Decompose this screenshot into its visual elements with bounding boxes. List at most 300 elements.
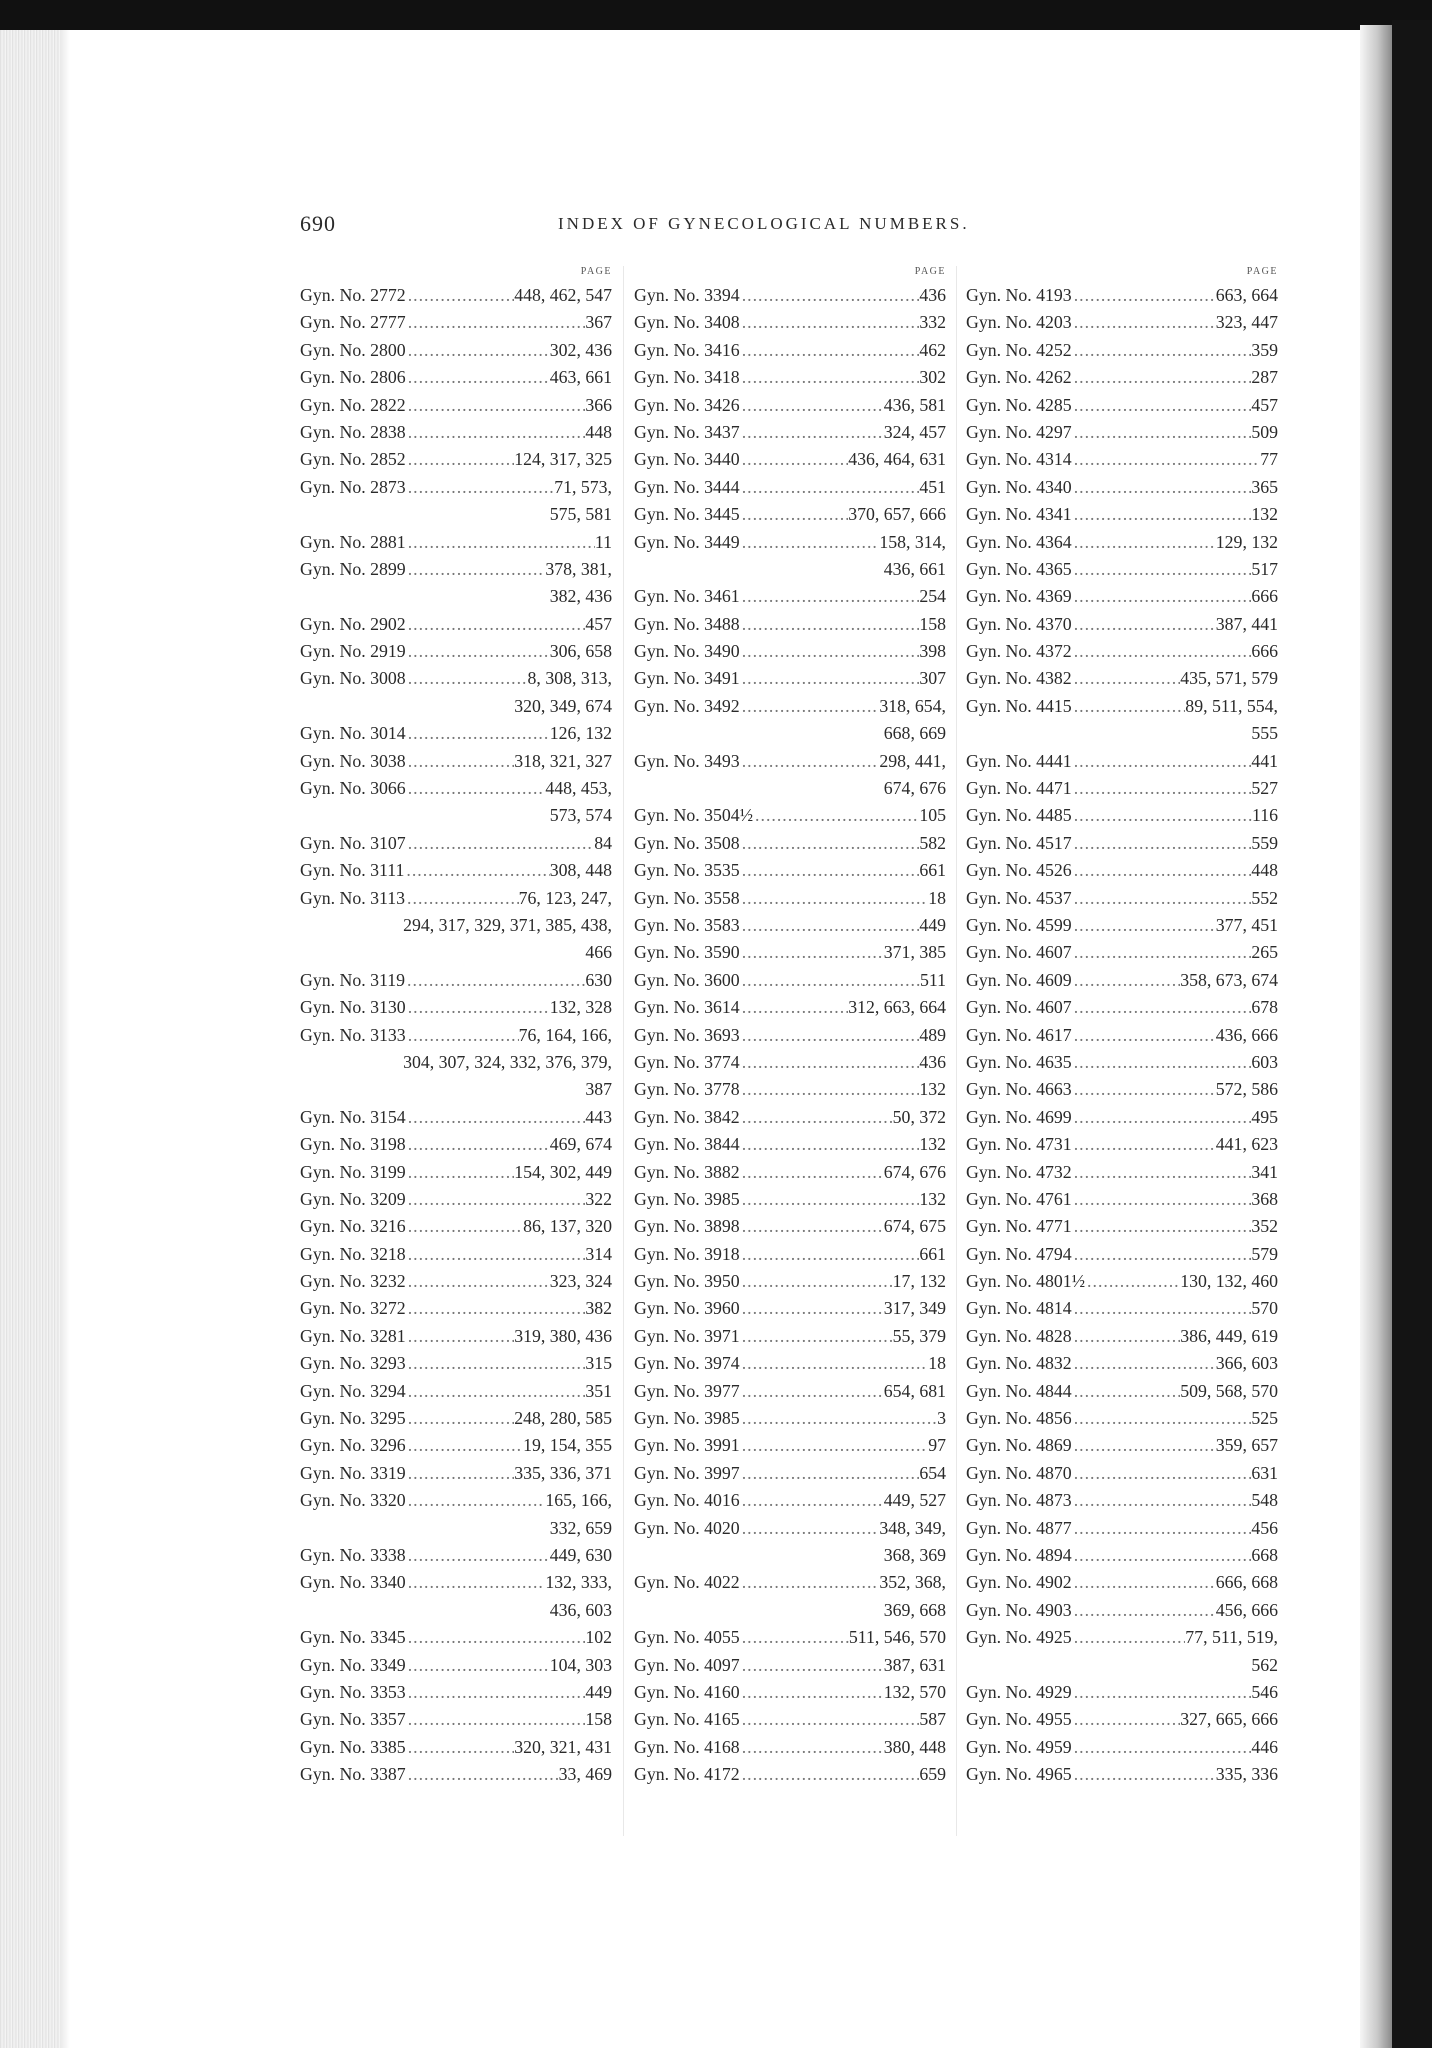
page-references: 666 bbox=[1251, 586, 1278, 607]
gyn-number: Gyn. No. 3493 bbox=[634, 750, 740, 771]
leader-dots bbox=[1072, 994, 1252, 1021]
leader-dots bbox=[740, 1049, 920, 1076]
page-references: 105 bbox=[919, 805, 946, 826]
index-entry bbox=[300, 775, 612, 830]
leader-dots bbox=[740, 1432, 929, 1459]
index-entry bbox=[300, 1159, 612, 1186]
gyn-number: Gyn. No. 3991 bbox=[634, 1435, 740, 1456]
leader-dots bbox=[740, 693, 880, 720]
gyn-number: Gyn. No. 4370 bbox=[966, 613, 1072, 634]
gyn-number: Gyn. No. 3218 bbox=[300, 1243, 406, 1264]
gyn-number: Gyn. No. 3426 bbox=[634, 394, 740, 415]
page-references: 666 bbox=[1251, 641, 1278, 662]
index-entry bbox=[300, 282, 612, 309]
page-references: 129, 132 bbox=[1215, 531, 1278, 552]
gyn-number: Gyn. No. 3490 bbox=[634, 641, 740, 662]
page-references: 50, 372 bbox=[892, 1106, 946, 1127]
gyn-number: Gyn. No. 4732 bbox=[966, 1161, 1072, 1182]
page-references: 663, 664 bbox=[1215, 285, 1278, 305]
leader-dots bbox=[406, 611, 586, 638]
page-references: 359 bbox=[1251, 339, 1278, 360]
page-references: 322 bbox=[585, 1188, 612, 1209]
page-references-continued: 466 bbox=[585, 942, 612, 963]
leader-dots bbox=[740, 337, 920, 364]
page-references: 104, 303 bbox=[549, 1654, 612, 1675]
leader-dots bbox=[1072, 939, 1252, 966]
page-references: 436, 464, 631 bbox=[848, 449, 946, 470]
gyn-number: Gyn. No. 4262 bbox=[966, 367, 1072, 388]
leader-dots bbox=[406, 1734, 515, 1761]
index-entry bbox=[300, 1104, 612, 1131]
index-entry bbox=[634, 967, 946, 994]
index-entry bbox=[634, 529, 946, 584]
gyn-number: Gyn. No. 4517 bbox=[966, 832, 1072, 853]
index-entry bbox=[634, 364, 946, 391]
page-references: 132, 328 bbox=[549, 997, 612, 1018]
leader-dots bbox=[1072, 1022, 1216, 1049]
leader-dots bbox=[740, 419, 884, 446]
leader-dots bbox=[406, 1652, 550, 1679]
page-references: 317, 349 bbox=[883, 1298, 946, 1319]
page-references: 77, 511, 519, bbox=[1185, 1627, 1278, 1648]
gyn-number: Gyn. No. 4369 bbox=[966, 586, 1072, 607]
page-references: 102 bbox=[585, 1627, 612, 1648]
index-entry bbox=[634, 611, 946, 638]
index-entry bbox=[300, 364, 612, 391]
gyn-number: Gyn. No. 3600 bbox=[634, 969, 740, 990]
index-entry bbox=[300, 611, 612, 638]
gyn-number: Gyn. No. 3345 bbox=[300, 1627, 406, 1648]
gyn-number: Gyn. No. 3440 bbox=[634, 449, 740, 470]
index-entry bbox=[300, 1323, 612, 1350]
leader-dots bbox=[406, 1569, 546, 1596]
index-entry bbox=[966, 1323, 1278, 1350]
column-divider bbox=[956, 266, 957, 1836]
index-entry bbox=[966, 1405, 1278, 1432]
gyn-number: Gyn. No. 3461 bbox=[634, 586, 740, 607]
leader-dots bbox=[406, 1131, 550, 1158]
leader-dots bbox=[740, 1104, 893, 1131]
gyn-number: Gyn. No. 3119 bbox=[300, 969, 406, 990]
index-entry bbox=[634, 994, 946, 1021]
leader-dots bbox=[406, 1706, 586, 1733]
leader-dots bbox=[1072, 1542, 1252, 1569]
leader-dots bbox=[740, 364, 920, 391]
index-entry bbox=[634, 1104, 946, 1131]
index-entry bbox=[966, 1542, 1278, 1569]
gyn-number: Gyn. No. 4441 bbox=[966, 750, 1072, 771]
gyn-number: Gyn. No. 4844 bbox=[966, 1380, 1072, 1401]
page-references: 489 bbox=[919, 1024, 946, 1045]
page-references: 456 bbox=[1251, 1517, 1278, 1538]
page-references: 366, 603 bbox=[1215, 1353, 1278, 1374]
page-column-label: PAGE bbox=[580, 266, 612, 277]
gyn-number: Gyn. No. 3394 bbox=[634, 285, 740, 305]
gyn-number: Gyn. No. 3491 bbox=[634, 668, 740, 689]
index-entry bbox=[300, 1350, 612, 1377]
gyn-number: Gyn. No. 3444 bbox=[634, 476, 740, 497]
leader-dots bbox=[1072, 1432, 1216, 1459]
gyn-number: Gyn. No. 4022 bbox=[634, 1572, 740, 1593]
leader-dots bbox=[740, 1706, 920, 1733]
leader-dots bbox=[406, 1378, 586, 1405]
page-references: 436 bbox=[919, 285, 946, 305]
leader-dots bbox=[406, 474, 555, 501]
leader-dots bbox=[1072, 775, 1252, 802]
index-entry bbox=[300, 1022, 612, 1104]
leader-dots bbox=[406, 1432, 523, 1459]
leader-dots bbox=[740, 1323, 893, 1350]
gyn-number: Gyn. No. 4929 bbox=[966, 1681, 1072, 1702]
gyn-number: Gyn. No. 4832 bbox=[966, 1353, 1072, 1374]
index-entry bbox=[300, 1624, 612, 1651]
leader-dots bbox=[740, 474, 920, 501]
index-entry bbox=[966, 1213, 1278, 1240]
index-entry bbox=[634, 1487, 946, 1514]
index-entry bbox=[634, 857, 946, 884]
page-references: 449 bbox=[919, 914, 946, 935]
index-entry bbox=[966, 1186, 1278, 1213]
page-references: 318, 321, 327 bbox=[514, 750, 612, 771]
gyn-number: Gyn. No. 4902 bbox=[966, 1572, 1072, 1593]
leader-dots bbox=[1072, 282, 1216, 309]
gyn-number: Gyn. No. 4869 bbox=[966, 1435, 1072, 1456]
index-column-3 bbox=[966, 266, 1278, 1788]
gyn-number: Gyn. No. 3974 bbox=[634, 1353, 740, 1374]
page-references: 335, 336, 371 bbox=[514, 1462, 612, 1483]
page-references: 71, 573, bbox=[554, 476, 612, 497]
index-entry bbox=[300, 1186, 612, 1213]
page-references: 380, 448 bbox=[883, 1736, 946, 1757]
leader-dots bbox=[1072, 1076, 1216, 1103]
leader-dots bbox=[1072, 1350, 1216, 1377]
index-entry bbox=[634, 282, 946, 309]
page-references: 307 bbox=[919, 668, 946, 689]
gyn-number: Gyn. No. 3113 bbox=[300, 887, 406, 908]
index-entry bbox=[300, 1734, 612, 1761]
index-entry bbox=[634, 830, 946, 857]
gyn-number: Gyn. No. 3281 bbox=[300, 1325, 406, 1346]
leader-dots bbox=[1072, 857, 1252, 884]
page-references: 495 bbox=[1251, 1106, 1278, 1127]
index-entry bbox=[634, 309, 946, 336]
index-column-1 bbox=[300, 266, 612, 1788]
page-references: 18 bbox=[928, 887, 946, 908]
gyn-number: Gyn. No. 4364 bbox=[966, 531, 1072, 552]
page-references: 587 bbox=[919, 1709, 946, 1730]
index-entry bbox=[634, 1432, 946, 1459]
page-references: 86, 137, 320 bbox=[523, 1216, 612, 1237]
index-entry bbox=[300, 1487, 612, 1542]
gyn-number: Gyn. No. 3232 bbox=[300, 1271, 406, 1292]
index-entry bbox=[966, 1597, 1278, 1624]
leader-dots bbox=[740, 1652, 884, 1679]
leader-dots bbox=[1072, 1569, 1216, 1596]
leader-dots bbox=[1072, 583, 1252, 610]
page-references: 248, 280, 585 bbox=[514, 1408, 612, 1429]
leader-dots bbox=[1072, 1487, 1252, 1514]
gyn-number: Gyn. No. 3508 bbox=[634, 832, 740, 853]
index-entry bbox=[966, 1131, 1278, 1158]
gyn-number: Gyn. No. 4314 bbox=[966, 449, 1072, 470]
page-references: 449 bbox=[585, 1681, 612, 1702]
index-entry bbox=[634, 1652, 946, 1679]
leader-dots bbox=[1072, 1597, 1216, 1624]
page-references: 158, 314, bbox=[879, 531, 946, 552]
leader-dots bbox=[740, 857, 920, 884]
leader-dots bbox=[406, 1022, 519, 1049]
index-entry bbox=[966, 446, 1278, 473]
index-entry bbox=[634, 1241, 946, 1268]
index-entry bbox=[300, 1378, 612, 1405]
index-entry bbox=[966, 1624, 1278, 1679]
index-entry bbox=[634, 1460, 946, 1487]
gyn-number: Gyn. No. 4965 bbox=[966, 1764, 1072, 1785]
leader-dots bbox=[1072, 1460, 1252, 1487]
index-entry bbox=[966, 1076, 1278, 1103]
gyn-number: Gyn. No. 2800 bbox=[300, 339, 406, 360]
index-entry bbox=[300, 748, 612, 775]
index-entry bbox=[966, 693, 1278, 748]
page-references: 674, 676 bbox=[883, 1161, 946, 1182]
index-entry-list bbox=[966, 282, 1278, 1788]
index-entry bbox=[634, 939, 946, 966]
page-references: 451 bbox=[919, 476, 946, 497]
leader-dots bbox=[1072, 830, 1252, 857]
leader-dots bbox=[406, 1405, 515, 1432]
page-references: 659 bbox=[919, 1764, 946, 1785]
page-references: 630 bbox=[585, 969, 612, 990]
leader-dots bbox=[740, 392, 884, 419]
page-references: 517 bbox=[1251, 558, 1278, 579]
leader-dots bbox=[1072, 337, 1252, 364]
page-references: 89, 511, 554, bbox=[1185, 695, 1278, 716]
index-entry bbox=[966, 1022, 1278, 1049]
gyn-number: Gyn. No. 4365 bbox=[966, 558, 1072, 579]
leader-dots bbox=[740, 1378, 884, 1405]
index-entry bbox=[634, 693, 946, 748]
page-references: 254 bbox=[919, 586, 946, 607]
page-references: 3 bbox=[937, 1408, 946, 1429]
gyn-number: Gyn. No. 2772 bbox=[300, 285, 406, 305]
gyn-number: Gyn. No. 3385 bbox=[300, 1736, 406, 1757]
leader-dots bbox=[740, 994, 849, 1021]
index-entry bbox=[634, 1159, 946, 1186]
book-page-edges bbox=[0, 30, 70, 2048]
page-references: 324, 457 bbox=[883, 421, 946, 442]
index-entry bbox=[300, 309, 612, 336]
page-references: 674, 675 bbox=[883, 1216, 946, 1237]
leader-dots bbox=[1072, 1159, 1252, 1186]
index-entry bbox=[300, 419, 612, 446]
page-references-continued: 674, 676 bbox=[883, 778, 946, 799]
index-entry bbox=[300, 665, 612, 720]
page-references: 377, 451 bbox=[1215, 914, 1278, 935]
leader-dots bbox=[406, 638, 550, 665]
gyn-number: Gyn. No. 3066 bbox=[300, 778, 406, 799]
page-references: 332 bbox=[919, 312, 946, 333]
page-references: 446 bbox=[1251, 1736, 1278, 1757]
index-entry bbox=[634, 885, 946, 912]
leader-dots bbox=[1072, 1734, 1252, 1761]
index-entry bbox=[634, 1186, 946, 1213]
page-references: 158 bbox=[919, 613, 946, 634]
page-references: 19, 154, 355 bbox=[523, 1435, 612, 1456]
page-references-continued: 436, 603 bbox=[549, 1599, 612, 1620]
page-references: 435, 571, 579 bbox=[1180, 668, 1278, 689]
leader-dots bbox=[740, 1350, 929, 1377]
gyn-number: Gyn. No. 2806 bbox=[300, 367, 406, 388]
index-entry bbox=[966, 419, 1278, 446]
index-entry bbox=[634, 1049, 946, 1076]
leader-dots bbox=[1072, 529, 1216, 556]
page-references: 124, 317, 325 bbox=[514, 449, 612, 470]
index-entry bbox=[300, 392, 612, 419]
page-references-continued: 436, 661 bbox=[883, 558, 946, 579]
index-entry bbox=[634, 638, 946, 665]
page-references: 462 bbox=[919, 339, 946, 360]
leader-dots bbox=[1072, 1378, 1181, 1405]
gyn-number: Gyn. No. 2899 bbox=[300, 558, 406, 579]
gyn-number: Gyn. No. 4877 bbox=[966, 1517, 1072, 1538]
page-references: 352 bbox=[1251, 1216, 1278, 1237]
index-entry-list bbox=[300, 282, 612, 1788]
index-entry bbox=[300, 1432, 612, 1459]
page-references: 661 bbox=[919, 860, 946, 881]
page-references: 382 bbox=[585, 1298, 612, 1319]
page-references: 77 bbox=[1260, 449, 1278, 470]
leader-dots bbox=[753, 802, 919, 829]
page-references: 318, 654, bbox=[879, 695, 946, 716]
index-entry bbox=[966, 501, 1278, 528]
gyn-number: Gyn. No. 4097 bbox=[634, 1654, 740, 1675]
page-references: 319, 380, 436 bbox=[514, 1325, 612, 1346]
leader-dots bbox=[406, 1487, 546, 1514]
index-entry bbox=[300, 1295, 612, 1322]
page-references: 548 bbox=[1251, 1490, 1278, 1511]
gyn-number: Gyn. No. 4285 bbox=[966, 394, 1072, 415]
leader-dots bbox=[1072, 967, 1181, 994]
running-title: INDEX OF GYNECOLOGICAL NUMBERS. bbox=[558, 214, 970, 233]
page-column-label: PAGE bbox=[1246, 266, 1278, 277]
gyn-number: Gyn. No. 3774 bbox=[634, 1051, 740, 1072]
page-references: 463, 661 bbox=[549, 367, 612, 388]
leader-dots bbox=[406, 1624, 586, 1651]
page-references: 367 bbox=[585, 312, 612, 333]
gyn-number: Gyn. No. 3416 bbox=[634, 339, 740, 360]
leader-dots bbox=[1072, 474, 1252, 501]
gyn-number: Gyn. No. 4607 bbox=[966, 997, 1072, 1018]
index-entry bbox=[300, 1405, 612, 1432]
page-references-continued: 575, 581 bbox=[549, 504, 612, 525]
index-entry bbox=[966, 1487, 1278, 1514]
index-entry bbox=[634, 1268, 946, 1295]
page-references: 509 bbox=[1251, 421, 1278, 442]
leader-dots bbox=[406, 282, 515, 309]
page-references: 436, 581 bbox=[883, 394, 946, 415]
gyn-number: Gyn. No. 3296 bbox=[300, 1435, 406, 1456]
gyn-number: Gyn. No. 4165 bbox=[634, 1709, 740, 1730]
leader-dots bbox=[740, 1295, 884, 1322]
gyn-number: Gyn. No. 3488 bbox=[634, 613, 740, 634]
gyn-number: Gyn. No. 4731 bbox=[966, 1134, 1072, 1155]
leader-dots bbox=[406, 665, 528, 692]
leader-dots bbox=[740, 1569, 880, 1596]
index-entry bbox=[966, 1159, 1278, 1186]
gyn-number: Gyn. No. 4856 bbox=[966, 1408, 1072, 1429]
gyn-number: Gyn. No. 4925 bbox=[966, 1627, 1072, 1648]
gyn-number: Gyn. No. 3130 bbox=[300, 997, 406, 1018]
leader-dots bbox=[405, 967, 585, 994]
scan-right-border bbox=[1392, 20, 1432, 2048]
page-references: 352, 368, bbox=[879, 1572, 946, 1593]
gyn-number: Gyn. No. 4341 bbox=[966, 504, 1072, 525]
leader-dots bbox=[406, 994, 550, 1021]
page-references: 527 bbox=[1251, 778, 1278, 799]
index-entry bbox=[966, 748, 1278, 775]
leader-dots bbox=[1072, 665, 1181, 692]
page-references: 287 bbox=[1251, 367, 1278, 388]
gyn-number: Gyn. No. 4203 bbox=[966, 312, 1072, 333]
page-references-continued: 320, 349, 674 bbox=[514, 695, 612, 716]
leader-dots bbox=[740, 1076, 920, 1103]
page-references: 359, 657 bbox=[1215, 1435, 1278, 1456]
index-entry bbox=[634, 1515, 946, 1570]
column-divider bbox=[623, 266, 624, 1836]
gyn-number: Gyn. No. 3449 bbox=[634, 531, 740, 552]
page-references: 668 bbox=[1251, 1544, 1278, 1565]
index-entry bbox=[634, 1761, 946, 1788]
leader-dots bbox=[406, 1241, 586, 1268]
gyn-number: Gyn. No. 3294 bbox=[300, 1380, 406, 1401]
index-entry bbox=[634, 1131, 946, 1158]
page-references: 457 bbox=[585, 613, 612, 634]
gyn-number: Gyn. No. 3340 bbox=[300, 1572, 406, 1593]
leader-dots bbox=[1072, 419, 1252, 446]
page-references: 132, 570 bbox=[883, 1681, 946, 1702]
index-entry bbox=[634, 1076, 946, 1103]
index-entry bbox=[300, 1761, 612, 1788]
index-entry bbox=[300, 1542, 612, 1569]
leader-dots bbox=[1072, 1213, 1252, 1240]
leader-dots bbox=[406, 1460, 515, 1487]
leader-dots bbox=[1072, 1104, 1252, 1131]
leader-dots bbox=[1072, 748, 1252, 775]
gyn-number: Gyn. No. 4903 bbox=[966, 1599, 1072, 1620]
index-entry bbox=[300, 1131, 612, 1158]
leader-dots bbox=[1072, 309, 1216, 336]
gyn-number: Gyn. No. 4959 bbox=[966, 1736, 1072, 1757]
index-entry bbox=[300, 967, 612, 994]
page-references: 348, 349, bbox=[879, 1517, 946, 1538]
gyn-number: Gyn. No. 4617 bbox=[966, 1024, 1072, 1045]
gyn-number: Gyn. No. 4870 bbox=[966, 1462, 1072, 1483]
leader-dots bbox=[1072, 611, 1216, 638]
gyn-number: Gyn. No. 3997 bbox=[634, 1462, 740, 1483]
index-entry bbox=[300, 556, 612, 611]
gyn-number: Gyn. No. 3418 bbox=[634, 367, 740, 388]
leader-dots bbox=[404, 857, 549, 884]
page-references: 366 bbox=[585, 394, 612, 415]
gyn-number: Gyn. No. 4172 bbox=[634, 1764, 740, 1785]
index-entry bbox=[634, 1295, 946, 1322]
index-entry bbox=[634, 665, 946, 692]
gyn-number: Gyn. No. 3445 bbox=[634, 504, 740, 525]
gyn-number: Gyn. No. 3154 bbox=[300, 1106, 406, 1127]
page-references: 398 bbox=[919, 641, 946, 662]
page-references: 76, 164, 166, bbox=[518, 1024, 612, 1045]
page-references-continued: 332, 659 bbox=[549, 1517, 612, 1538]
